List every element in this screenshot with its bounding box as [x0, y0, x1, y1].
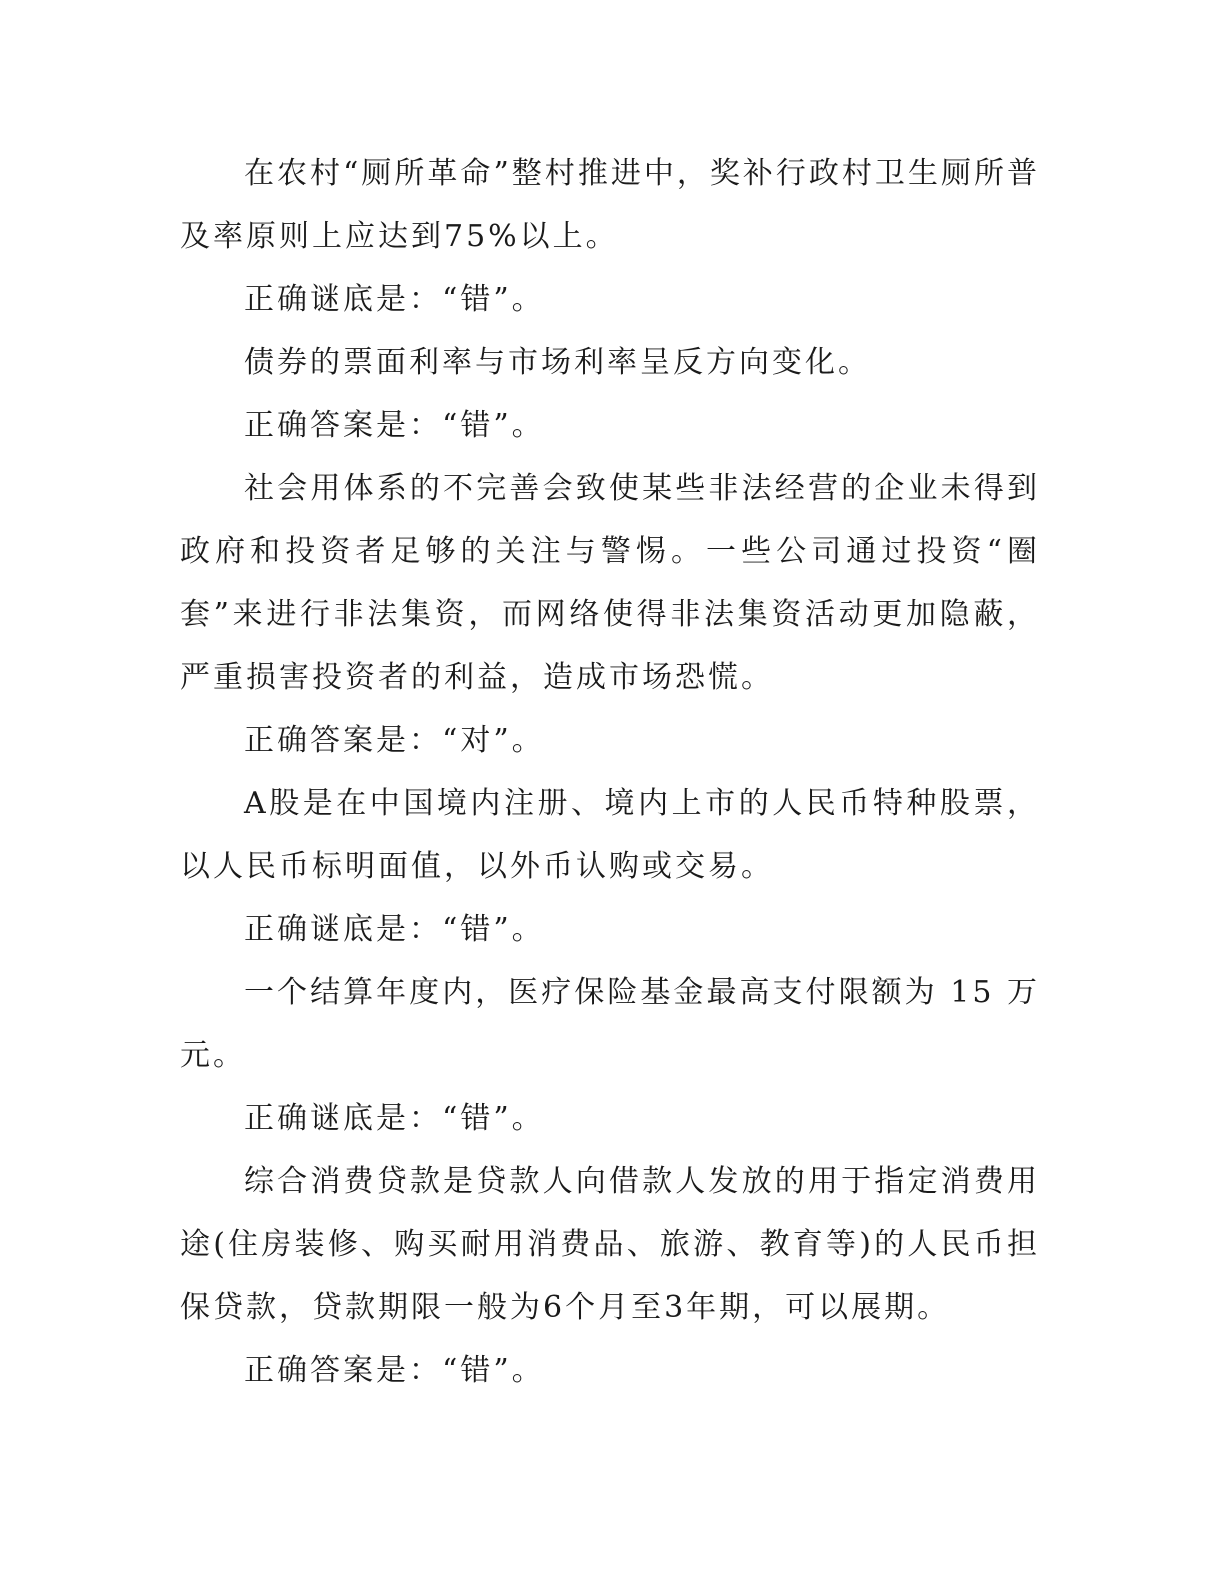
question-text: 在农村“厕所革命”整村推进中，奖补行政村卫生厕所普及率原则上应达到75%以上。 [180, 156, 1040, 254]
question-text: A股是在中国境内注册、境内上市的人民币特种股票，以人民币标明面值，以外币认购或交易。 [180, 786, 1040, 884]
question-text: 综合消费贷款是贷款人向借款人发放的用于指定消费用途(住房装修、购买耐用消费品、旅游、教育等)的人民币担保贷款，贷款期限一般为6个月至3年期，可以展期。 [180, 1164, 1040, 1325]
answer-text: 正确谜底是：“错”。 [244, 1101, 545, 1136]
question-text: 债券的票面利率与市场利率呈反方向变化。 [244, 345, 871, 380]
answer-text: 正确谜底是：“错”。 [244, 282, 545, 317]
question-text: 社会用体系的不完善会致使某些非法经营的企业未得到政府和投资者足够的关注与警惕。一些公司通过投资“圈套”来进行非法集资，而网络使得非法集资活动更加隐蔽，严重损害投资者的利益，造成市场恐慌。 [180, 471, 1040, 695]
question-text: 一个结算年度内，医疗保险基金最高支付限额为 15 万元。 [180, 975, 1040, 1073]
answer-text: 正确谜底是：“错”。 [244, 912, 545, 947]
answer-text: 正确答案是：“错”。 [244, 408, 545, 443]
document-body [180, 142, 1040, 1402]
answer-text: 正确答案是：“对”。 [244, 723, 545, 758]
answer-text: 正确答案是：“错”。 [244, 1353, 545, 1388]
